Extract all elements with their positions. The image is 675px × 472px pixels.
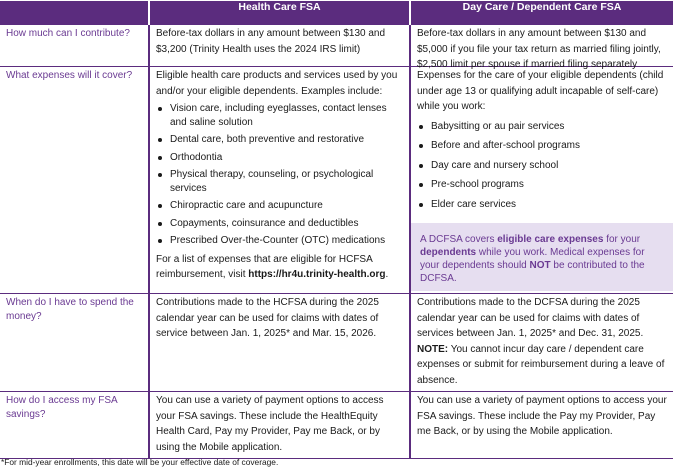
list-item: Orthodontia: [156, 151, 404, 165]
dcfsa-spend-text: Contributions made to the DCFSA during the 2025 calendar year can be used for claims with dates of services between Jan. 1, 2025* and Dec. 31, 2025.: [417, 297, 644, 339]
list-item: Dental care, both preventive and restorative: [156, 133, 404, 147]
hcfsa-expenses-list: [156, 102, 404, 248]
dcfsa-expenses-cell: [410, 67, 673, 294]
dcfsa-contribute-text: Before-tax dollars in any amount between $130 and $5,000 if you file your tax return as married filing jointly, $2,500 limit per spouse if married filing separately: [417, 28, 661, 70]
table-row-access: [0, 392, 673, 459]
dcfsa-access-cell: You can use a variety of payment options to access your FSA savings. These include the Pay my Provider, Pay me Back, or by using the Mobile application.: [417, 395, 667, 437]
hcfsa-expenses-cell: [149, 67, 410, 294]
list-item: Elder care services: [417, 198, 668, 212]
dcfsa-spend-note: NOTE: You cannot incur day care / dependent care expenses or submit for reimbursement during a leave of absence.: [417, 343, 665, 386]
hcfsa-expenses-outro: For a list of expenses that are eligible for HCFSA reimbursement, visit https://hr4u.trinity-health.org.: [156, 253, 389, 280]
bullet-icon: [419, 183, 423, 187]
header-row: [0, 1, 673, 25]
fsa-comparison-table: [0, 1, 673, 459]
row-label-access: How do I access my FSA savings?: [0, 392, 149, 459]
table-row-expenses: [0, 67, 673, 294]
header-health-care-fsa: Health Care FSA: [149, 1, 410, 25]
list-item: Day care and nursery school: [417, 159, 668, 173]
bullet-icon: [158, 173, 162, 177]
list-item: Physical therapy, counseling, or psychological services: [156, 168, 404, 195]
hcfsa-expenses-intro: Eligible health care products and services used by you and/or your eligible dependents. Examples include:: [156, 70, 398, 97]
dcfsa-spend-cell: [410, 294, 673, 392]
list-item: Pre-school programs: [417, 178, 668, 192]
bullet-icon: [419, 144, 423, 148]
dcfsa-callout: A DCFSA covers eligible care expenses for your dependents while you work. Medical expenses for your dependents should NOT be contributed to the DCFSA.: [411, 223, 673, 291]
bullet-icon: [419, 125, 423, 129]
bullet-icon: [158, 239, 162, 243]
list-item: Prescribed Over-the-Counter (OTC) medications: [156, 234, 404, 248]
dcfsa-expenses-list: [417, 120, 668, 212]
table-row-spend: [0, 294, 673, 392]
hcfsa-spend-cell: Contributions made to the HCFSA during the 2025 calendar year can be used for claims with dates of service between Jan. 1, 2025* and Mar. 15, 2026.: [149, 294, 410, 392]
dcfsa-expenses-intro: Expenses for the care of your eligible dependents (child under age 13 or qualifying adult incapable of self-care) while you work:: [417, 70, 664, 112]
list-item: Chiropractic care and acupuncture: [156, 199, 404, 213]
list-item: Copayments, coinsurance and deductibles: [156, 217, 404, 231]
bullet-icon: [158, 138, 162, 142]
table-row-contribute: [0, 25, 673, 67]
bullet-icon: [158, 107, 162, 111]
bullet-icon: [158, 222, 162, 226]
list-item: Babysitting or au pair services: [417, 120, 668, 134]
row-label-contribute: How much can I contribute?: [0, 25, 149, 67]
dcfsa-contribute-cell: [410, 25, 673, 70]
bullet-icon: [419, 203, 423, 207]
header-dependent-care-fsa: Day Care / Dependent Care FSA: [410, 1, 673, 25]
row-label-expenses: What expenses will it cover?: [0, 67, 149, 294]
hcfsa-access-cell: You can use a variety of payment options to access your FSA savings. These include the HealthEquity Health Card, Pay my Provider, Pay me Back, or by using the Mobile application.: [149, 392, 410, 459]
list-item: Vision care, including eyeglasses, contact lenses and saline solution: [156, 102, 404, 129]
bullet-icon: [158, 204, 162, 208]
bullet-icon: [158, 156, 162, 160]
list-item: Before and after-school programs: [417, 139, 668, 153]
hcfsa-contribute-cell: Before-tax dollars in any amount between $130 and $3,200 (Trinity Health uses the 2024 IRS limit): [149, 25, 410, 67]
footnote: *For mid-year enrollments, this date will be your effective date of coverage.: [1, 457, 279, 467]
bullet-icon: [419, 164, 423, 168]
header-blank: [0, 1, 149, 25]
row-label-spend: When do I have to spend the money?: [0, 294, 149, 392]
hr4u-link[interactable]: https://hr4u.trinity-health.org: [248, 269, 386, 280]
